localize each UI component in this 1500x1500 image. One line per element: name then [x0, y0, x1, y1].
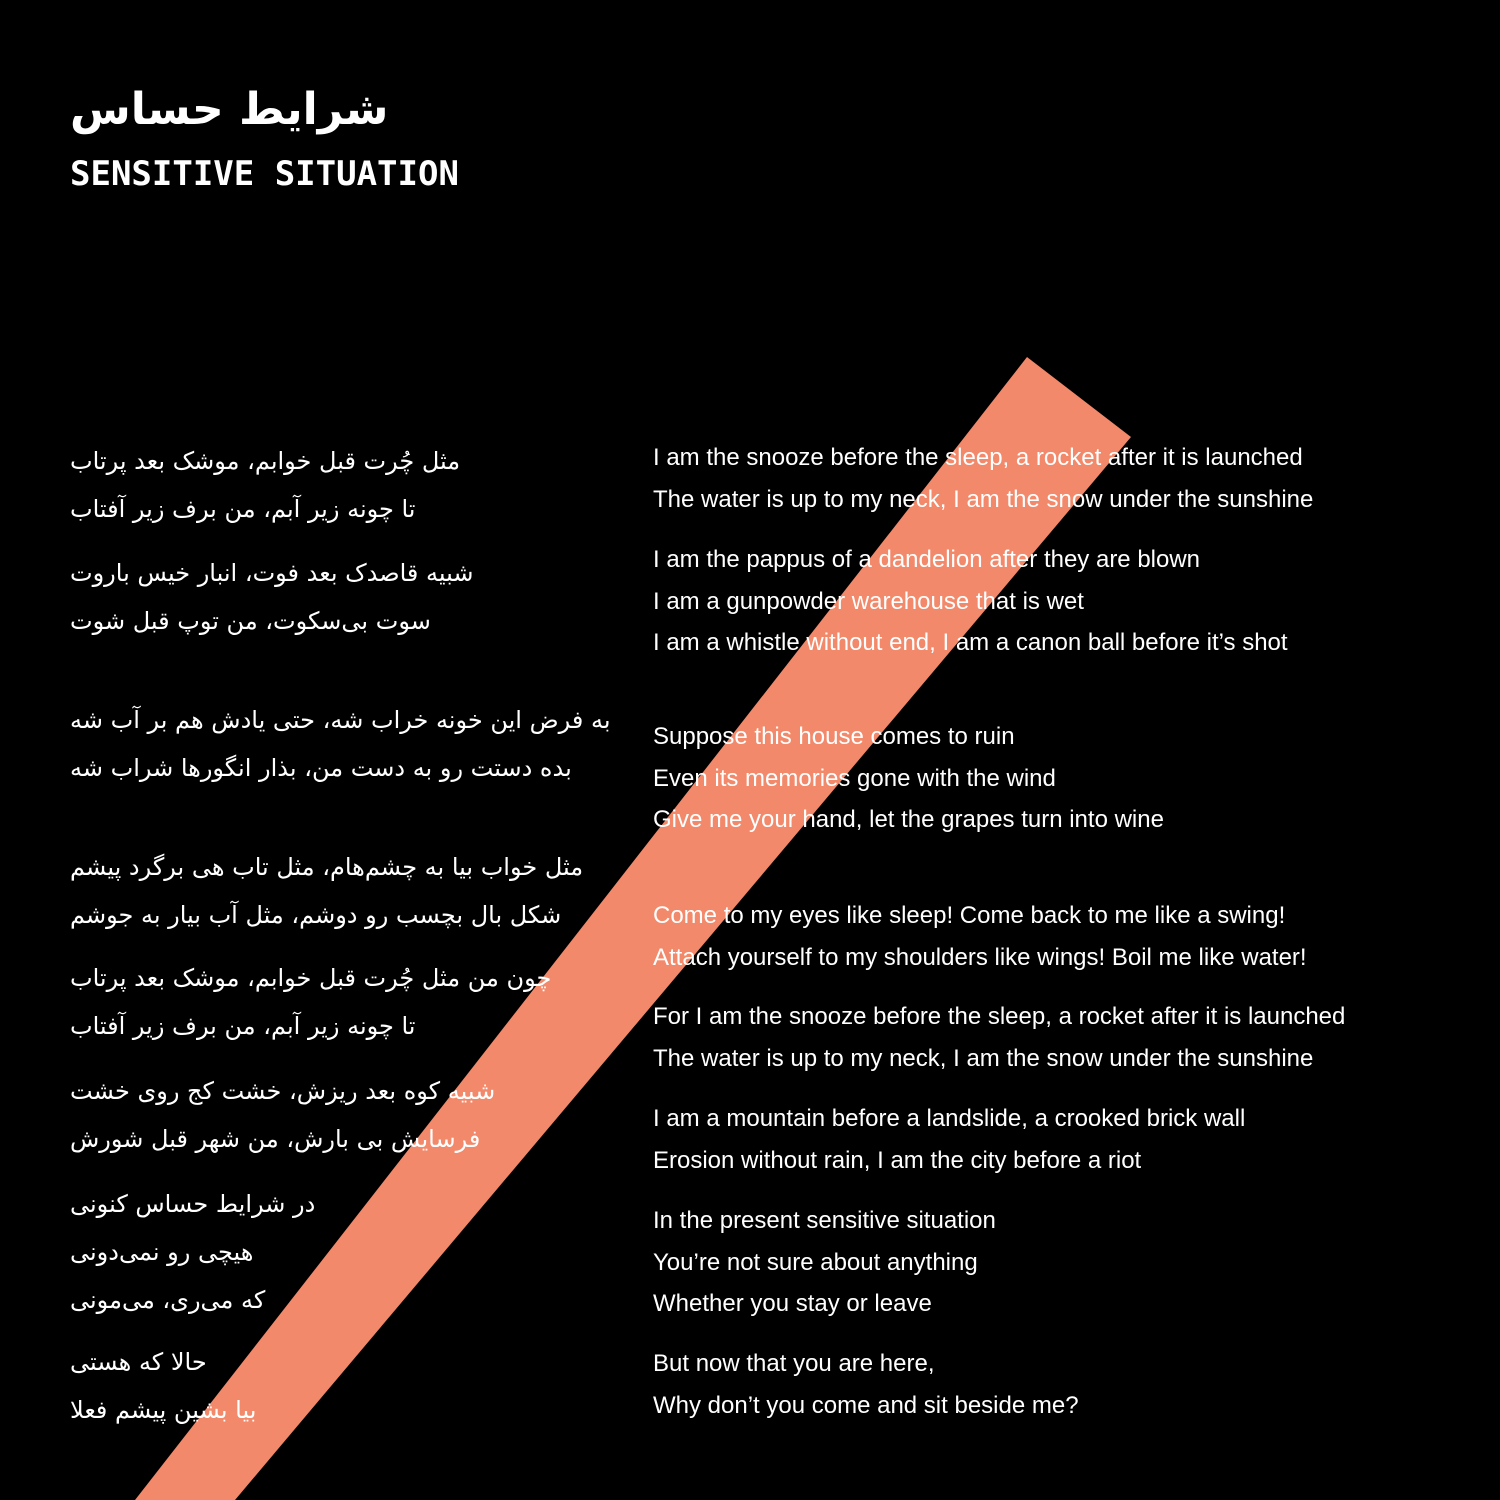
persian-line: چون من مثل چُرت قبل خوابم، موشک بعد پرتاب [70, 964, 552, 992]
persian-line: به فرض این خونه خراب شه، حتی یادش هم بر آب شه [70, 706, 611, 734]
persian-stanza-8 [70, 1338, 640, 1434]
english-line: I am the pappus of a dandelion after they are blown [653, 546, 1201, 573]
persian-line: هیچی رو نمی‌دونی [70, 1238, 254, 1266]
english-stanza-4 [653, 895, 1453, 978]
english-line: I am the snooze before the sleep, a rocket after it is launched [653, 444, 1303, 471]
persian-stanza-5 [70, 954, 640, 1050]
title-english: SENSITIVE SITUATION [70, 154, 459, 194]
english-line: For I am the snooze before the sleep, a rocket after it is launched [653, 1003, 1346, 1030]
english-line: Come to my eyes like sleep! Come back to me like a swing! [653, 902, 1286, 929]
english-stanza-2 [653, 539, 1453, 664]
english-line: Even its memories gone with the wind [653, 764, 1056, 792]
persian-line: تا چونه زیر آبم، من برف زیر آفتاب [70, 1012, 416, 1040]
persian-line: بده دستت رو به دست من، بذار انگورها شراب شه [70, 754, 572, 782]
english-line: I am a whistle without end, I am a canon ball before it’s shot [653, 629, 1288, 656]
persian-line: در شرایط حساس کنونی [70, 1190, 316, 1218]
persian-line: مثل خواب بیا به چشم‌هام، مثل تاب هی برگرد پیشم [70, 853, 584, 881]
persian-line: حالا که هستی [70, 1348, 207, 1376]
english-stanza-6 [653, 1098, 1453, 1181]
english-line: The water is up to my neck, I am the snow under the sunshine [653, 1044, 1314, 1072]
english-line: I am a gunpowder warehouse that is wet [653, 587, 1084, 615]
persian-line: شکل بال بچسب رو دوشم، مثل آب بیار به جوشم [70, 901, 562, 929]
english-line: Why don’t you come and sit beside me? [653, 1391, 1079, 1419]
english-line: The water is up to my neck, I am the snow under the sunshine [653, 485, 1314, 513]
persian-line: تا چونه زیر آبم، من برف زیر آفتاب [70, 495, 416, 523]
english-line: Whether you stay or leave [653, 1290, 932, 1317]
persian-line: که می‌ری، می‌مونی [70, 1286, 266, 1314]
persian-stanza-7 [70, 1180, 640, 1324]
persian-line: فرسایش بی بارش، من شهر قبل شورش [70, 1125, 481, 1153]
english-line: Give me your hand, let the grapes turn into wine [653, 806, 1164, 833]
persian-stanza-3 [70, 696, 640, 792]
english-line: In the present sensitive situation [653, 1207, 996, 1234]
english-stanza-5 [653, 996, 1453, 1079]
english-line: But now that you are here, [653, 1350, 935, 1377]
persian-line: مثل چُرت قبل خوابم، موشک بعد پرتاب [70, 447, 461, 475]
persian-stanza-1 [70, 437, 640, 533]
english-line: I am a mountain before a landslide, a crooked brick wall [653, 1105, 1246, 1132]
persian-stanza-4 [70, 843, 640, 939]
persian-line: بیا بشین پیشم فعلا [70, 1396, 257, 1424]
english-stanza-7 [653, 1200, 1453, 1325]
english-line: Erosion without rain, I am the city before a riot [653, 1146, 1142, 1174]
english-stanza-1 [653, 437, 1453, 520]
persian-line: شبیه کوه بعد ریزش، خشت کج روی خشت [70, 1077, 496, 1105]
english-line: You’re not sure about anything [653, 1248, 978, 1276]
persian-stanza-6 [70, 1067, 640, 1163]
english-line: Suppose this house comes to ruin [653, 723, 1015, 750]
english-line: Attach yourself to my shoulders like wings! Boil me like water! [653, 943, 1307, 971]
persian-line: شبیه قاصدک بعد فوت، انبار خیس باروت [70, 559, 474, 587]
english-stanza-8 [653, 1343, 1453, 1426]
title-persian: شرایط حساس [70, 84, 389, 135]
english-stanza-3 [653, 716, 1453, 841]
persian-line: سوت بی‌سکوت، من توپ قبل شوت [70, 607, 431, 635]
persian-stanza-2 [70, 549, 640, 645]
